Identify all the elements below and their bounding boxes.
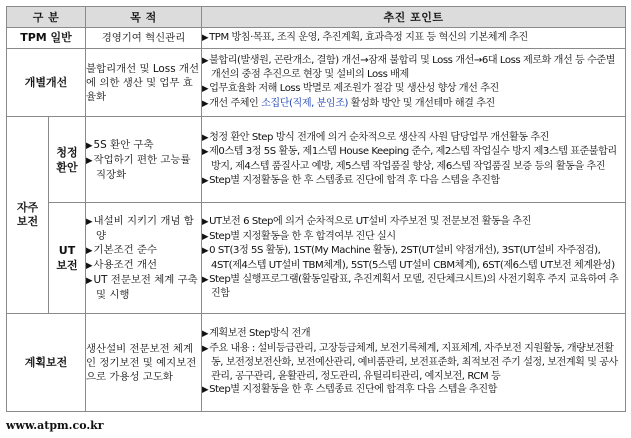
list-item: ▶작업하기 편한 고능률 직장화 <box>86 153 191 181</box>
purpose-clean <box>86 117 202 203</box>
list-item: ▶업무효율화 저해 Loss 박멸로 제조원가 절감 및 생산성 향상 개선 추진 <box>202 83 499 94</box>
table-row-improve <box>7 49 626 117</box>
list-item: ▶Step별 실행프로그램(활동일람표, 추진계획서 모델, 진단체크시트)의 사전기획후 주지 교육하여 추진함 <box>202 273 619 300</box>
category-tpm: TPM 일반 <box>7 28 86 49</box>
triangle-right-icon: ▶ <box>86 276 93 286</box>
table-header-row <box>7 7 626 28</box>
footer-url: www.atpm.co.kr <box>6 419 104 432</box>
triangle-right-icon: ▶ <box>202 175 209 186</box>
subcategory-clean: 청정 환안 <box>49 117 86 203</box>
list-item: ▶UT 전문보전 체계 구축 및 시행 <box>86 274 198 301</box>
subcategory-ut: UT 보전 <box>49 203 86 314</box>
list-item: ▶Step별 지정활동을 한 후 합격여부 진단 실시 <box>202 230 396 242</box>
triangle-right-icon: ▶ <box>202 231 209 242</box>
triangle-right-icon: ▶ <box>202 84 209 94</box>
triangle-right-icon: ▶ <box>86 261 93 271</box>
triangle-right-icon: ▶ <box>86 246 93 256</box>
triangle-right-icon: ▶ <box>86 140 93 151</box>
triangle-right-icon: ▶ <box>202 98 209 109</box>
list-item: ▶내설비 지키기 개념 함양 <box>86 215 194 242</box>
triangle-right-icon: ▶ <box>202 246 209 257</box>
triangle-right-icon: ▶ <box>202 32 209 43</box>
list-item: ▶불합리(발생원, 곤란개소, 결함) 개선→잠재 불합리 및 Loss 개선→6대 Loss 제로화 개선 등 수준별 개선의 중점 추진으로 현장 및 설비의 Loss 배제 <box>202 54 615 81</box>
purpose-tpm: 경영기여 혁신관리 <box>86 28 202 49</box>
points-planned <box>202 314 626 412</box>
purpose-ut <box>86 203 202 314</box>
list-item: ▶Step별 지정활동을 한 후 스텝종료 진단에 합격 후 다음 스텝을 추진함 <box>202 174 500 186</box>
triangle-right-icon: ▶ <box>202 55 209 66</box>
list-item: ▶5S 환안 구축 <box>86 138 154 151</box>
table-row-ut <box>7 203 626 314</box>
header-purpose: 목 적 <box>86 7 202 28</box>
purpose-improve: 불합리개선 및 Loss 개선에 의한 생산 및 업무 효율화 <box>86 49 202 117</box>
list-item: ▶UT보전 6 Step에 의거 순차적으로 UT설비 자주보전 및 전문보전 활동을 추진 <box>202 216 531 228</box>
list-item: ▶청정 환안 Step 방식 전개에 의거 순차적으로 생산직 사원 담당업무 개선활동 추진 <box>202 131 549 143</box>
highlight-text: 소집단(직제, 분임조) <box>261 97 349 109</box>
triangle-right-icon: ▶ <box>202 329 209 340</box>
list-item: ▶기본조건 준수 <box>86 244 158 256</box>
list-item: ▶사용조건 개선 <box>86 259 158 271</box>
points-improve <box>202 49 626 117</box>
category-planned: 계획보전 <box>7 314 86 412</box>
header-points: 추진 포인트 <box>202 7 626 28</box>
list-item: ▶Step별 지정활동을 한 후 스텝종료 진단에 합격후 다음 스텝을 추진함 <box>202 384 497 396</box>
list-item: ▶0 ST(3정 5S 활동), 1ST(My Machine 활동), 2ST(UT설비 약점개선), 3ST(UT설비 자주점검), 4ST(제4스텝 UT설비 TBM체계), 5ST(5스텝 UT설비 CBM체계), 6ST(제6스텝 UT보전 체계완성) <box>202 245 615 271</box>
category-improve: 개별개선 <box>7 49 86 117</box>
table-row-tpm <box>7 28 626 49</box>
points-clean <box>202 117 626 203</box>
list-item: ▶주요 내용 : 설비등급관리, 고장등급체계, 보전기록체계, 지표체계, 자주보전 지원활동, 개량보전활동, 보전정보전산화, 보전예산관리, 예비품관리, 보전표준화, 최적보전 주기 설정, 보전계획 및 공사관리, 공구관리, 윤활관리, 정도관리, 유틸리티관리, 예지보전, RCM 등 <box>202 342 618 382</box>
points-tpm <box>202 28 626 49</box>
triangle-right-icon: ▶ <box>202 147 209 158</box>
triangle-right-icon: ▶ <box>202 343 209 354</box>
triangle-right-icon: ▶ <box>202 385 209 396</box>
triangle-right-icon: ▶ <box>202 132 209 143</box>
table-row-planned <box>7 314 626 412</box>
triangle-right-icon: ▶ <box>86 155 93 166</box>
list-item: ▶제0스텝 3정 5S 활동, 제1스텝 House Keeping 준수, 제2스텝 작업실수 방지 제3스텝 표준불합리 방지, 제4스텝 품질사고 예방, 제5스텝 작업품질 향상, 제6스텝 작업품질 보증 등의 활동을 추진 <box>202 146 617 172</box>
tpm-activity-table <box>6 6 626 412</box>
list-item: ▶TPM 방침·목표, 조직 운영, 추진계획, 효과측정 지표 등 혁신의 기본체계 추진 <box>202 31 528 43</box>
points-ut <box>202 203 626 314</box>
list-item: ▶계획보전 Step방식 전개 <box>202 328 311 340</box>
triangle-right-icon: ▶ <box>202 274 209 285</box>
list-item: ▶개선 주체인 소집단(직제, 분임조) 활성화 방안 및 개선테마 해결 추진 <box>202 97 495 109</box>
header-category: 구 분 <box>7 7 86 28</box>
table-row-clean <box>7 117 626 203</box>
category-autonomous: 자주 보전 <box>7 117 49 314</box>
purpose-planned: 생산설비 전문보전 체계인 정기보전 및 예지보전으로 가용성 고도화 <box>86 314 202 412</box>
triangle-right-icon: ▶ <box>86 217 93 227</box>
triangle-right-icon: ▶ <box>202 217 209 228</box>
